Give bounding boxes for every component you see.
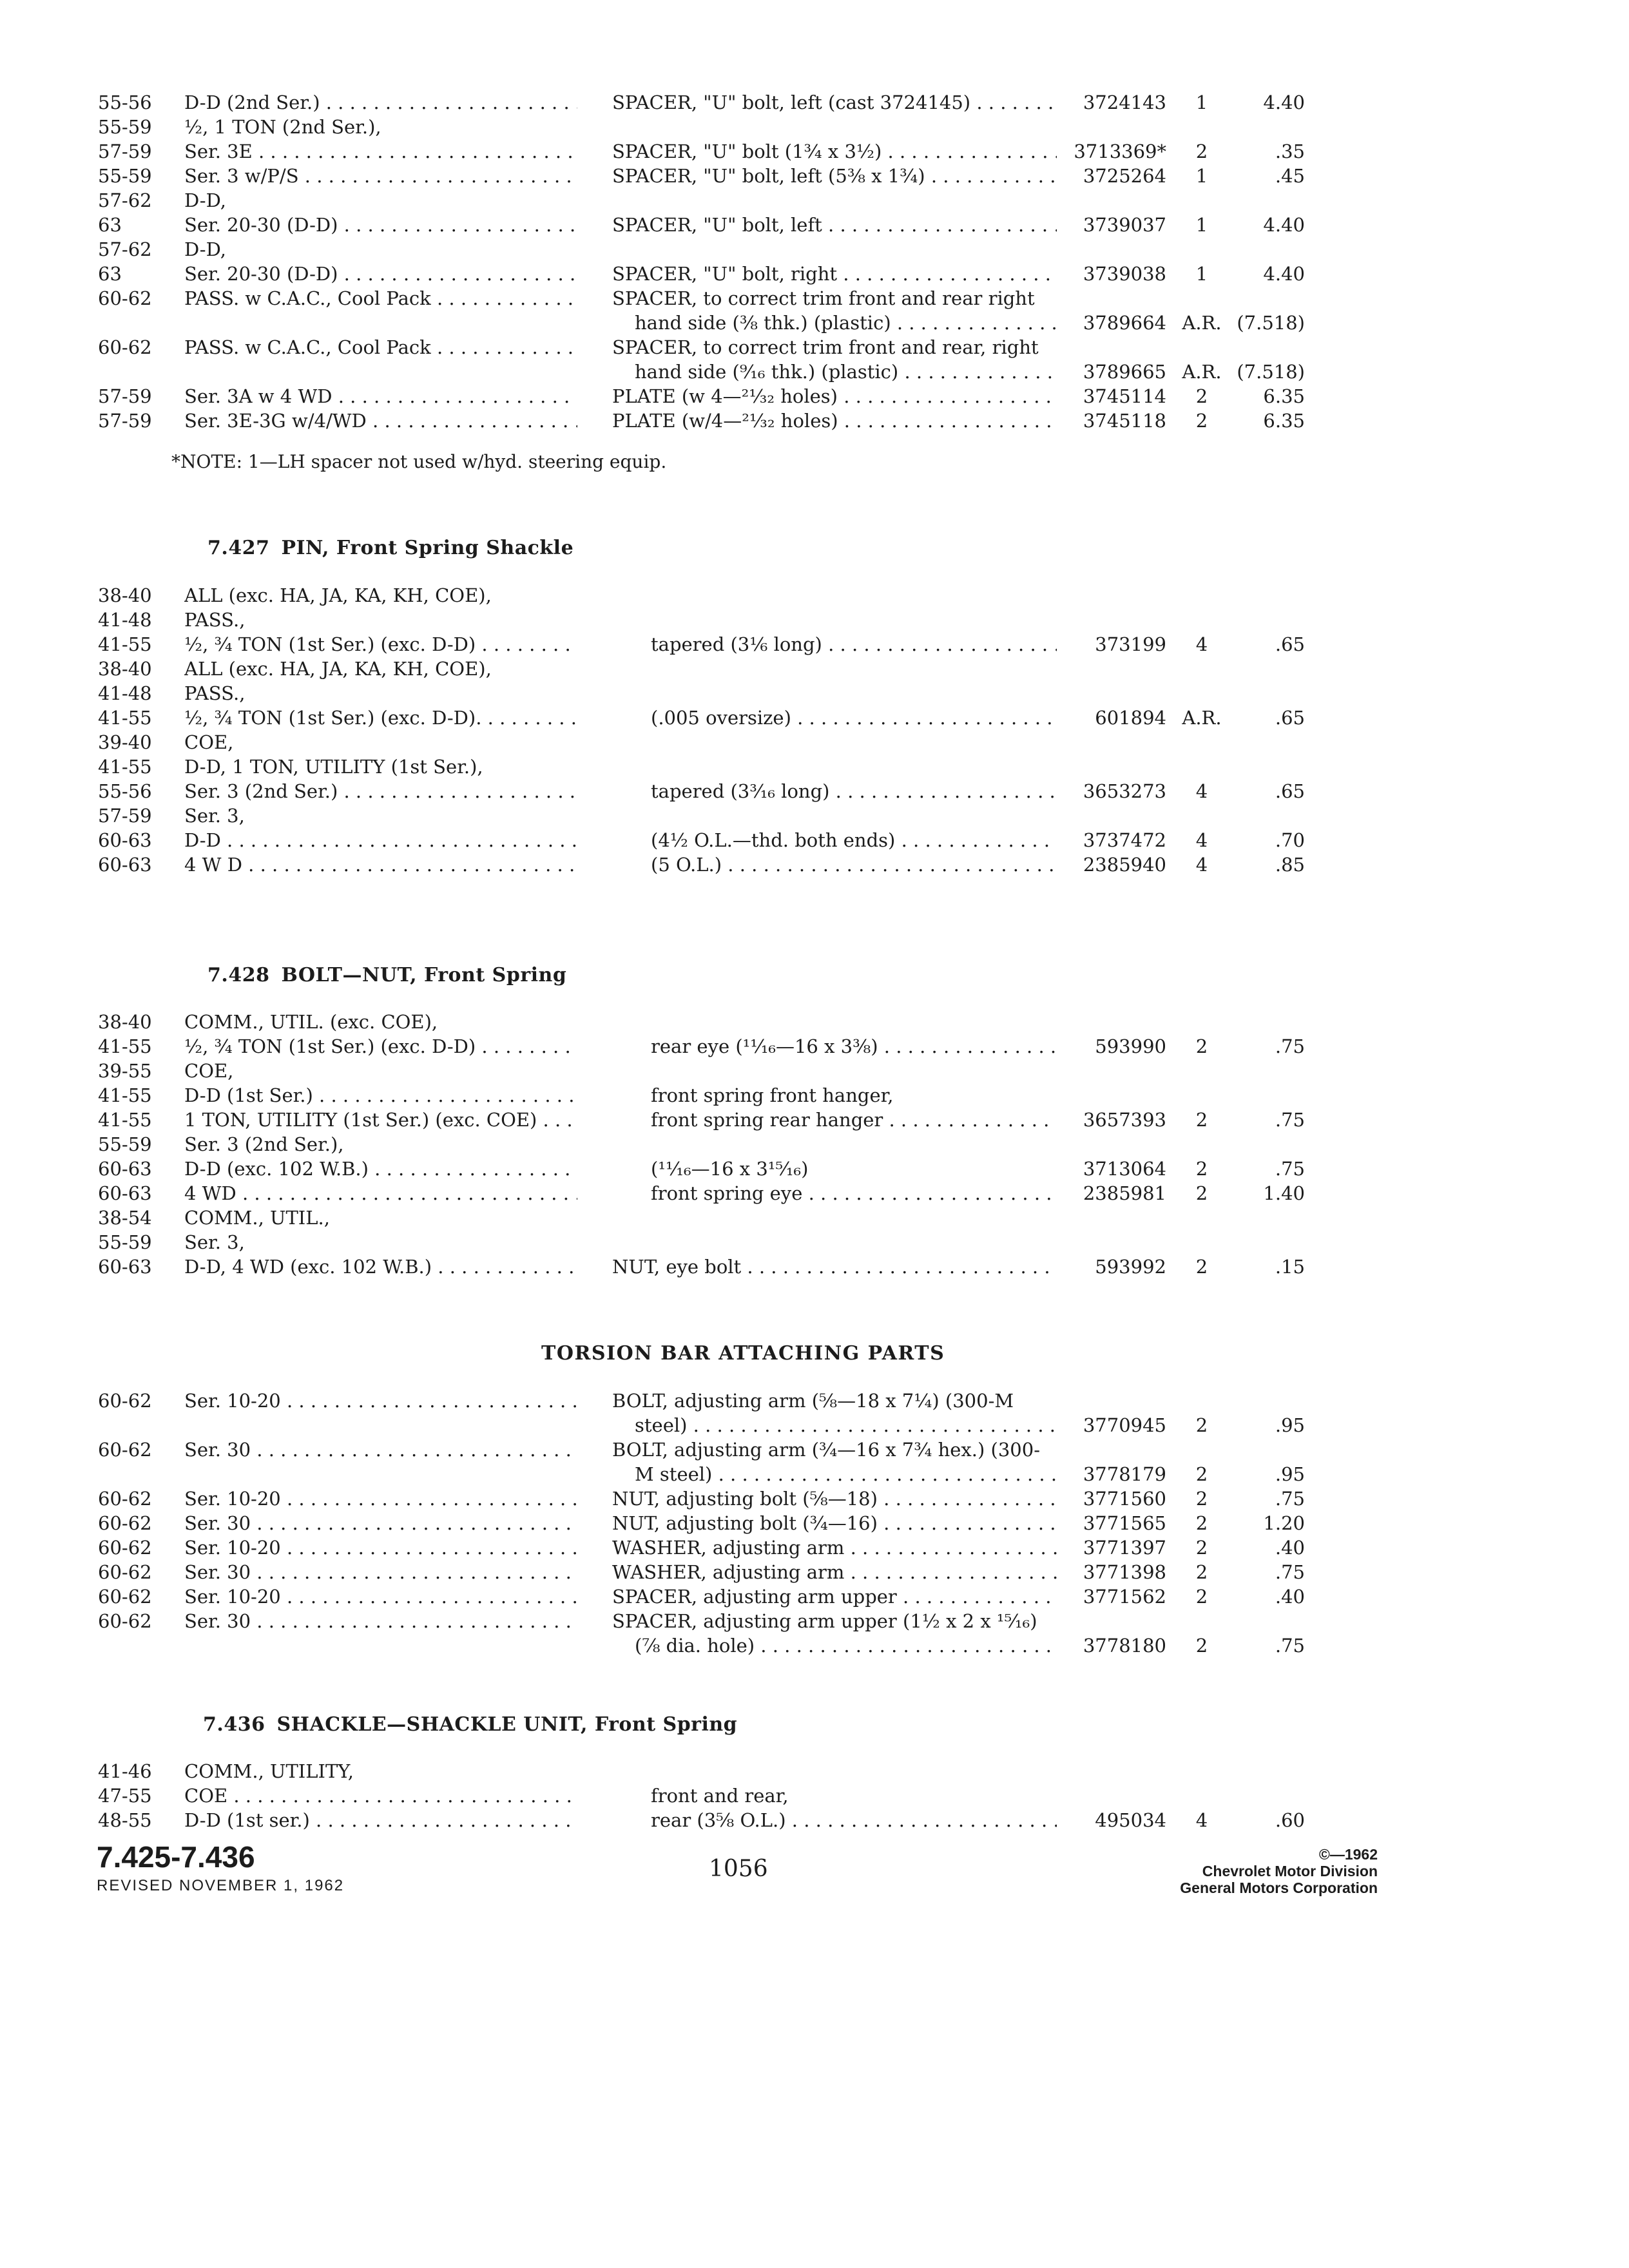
part-description: (5 O.L.) . . .	[651, 852, 1057, 877]
section-heading-torsion-bar	[541, 1342, 945, 1365]
section-number: 7.427	[207, 537, 270, 559]
quantity: 2	[1195, 1158, 1208, 1180]
model-applicability: 4 WD . . .	[184, 1181, 577, 1206]
table-row	[0, 360, 1629, 384]
year-range: 38-40	[98, 1011, 152, 1033]
model-applicability: PASS.,	[184, 682, 246, 704]
part-description: steel) . . .	[635, 1413, 1057, 1437]
table-row	[0, 286, 1629, 311]
list-price: 1.20	[1263, 1512, 1305, 1534]
list-price: (7.518)	[1237, 312, 1305, 334]
model-applicability: Ser. 10-20 . . .	[184, 1535, 577, 1560]
quantity: 2	[1195, 1488, 1208, 1510]
year-range: 55-56	[98, 91, 152, 113]
part-description: rear eye (¹¹⁄₁₆—16 x 3⅜) . . .	[651, 1034, 1057, 1059]
quantity: 4	[1195, 633, 1208, 655]
model-applicability: COMM., UTIL. (exc. COE),	[184, 1011, 438, 1033]
list-price: 1.40	[1263, 1182, 1305, 1204]
year-range: 60-63	[98, 829, 152, 851]
part-number: 3739038	[1083, 263, 1166, 285]
table-row	[0, 1413, 1629, 1437]
table-row	[0, 213, 1629, 237]
quantity: 4	[1195, 780, 1208, 802]
part-description: SPACER, "U" bolt, left (5⅜ x 1¾) . . .	[612, 164, 1057, 188]
table-row	[0, 1462, 1629, 1486]
part-description: front spring eye . . .	[651, 1181, 1057, 1206]
list-price: .35	[1275, 140, 1305, 162]
year-range: 41-48	[98, 682, 152, 704]
year-range: 60-62	[98, 1439, 152, 1461]
part-number: 3745118	[1083, 410, 1166, 432]
year-range: 41-55	[98, 1109, 152, 1131]
list-price: .65	[1275, 633, 1305, 655]
part-number: 593992	[1095, 1256, 1166, 1278]
model-applicability: Ser. 3 (2nd Ser.) . . .	[184, 779, 577, 803]
footnote: *NOTE: 1—LH spacer not used w/hyd. steering equip.	[171, 451, 667, 472]
quantity: 2	[1195, 1182, 1208, 1204]
table-row	[0, 1437, 1629, 1462]
year-range: 60-63	[98, 1158, 152, 1180]
list-price: 4.40	[1263, 263, 1305, 285]
model-applicability: PASS. w C.A.C., Cool Pack . . .	[184, 286, 577, 311]
year-range: 41-55	[98, 1035, 152, 1057]
corporation-name: General Motors Corporation	[1180, 1879, 1378, 1896]
table-row	[0, 583, 1629, 608]
part-number: 3778179	[1083, 1463, 1166, 1485]
model-applicability: D-D (exc. 102 W.B.) . . .	[184, 1157, 577, 1181]
quantity: A.R.	[1182, 361, 1222, 383]
table-row	[0, 1511, 1629, 1535]
list-price: 6.35	[1263, 385, 1305, 407]
part-number: 2385940	[1083, 854, 1166, 876]
part-number: 3789665	[1083, 361, 1166, 383]
table-row	[0, 1633, 1629, 1658]
year-range: 60-62	[98, 1537, 152, 1559]
quantity: 2	[1195, 1537, 1208, 1559]
section-number: 7.436	[203, 1713, 265, 1736]
table-row	[0, 681, 1629, 706]
part-description: front and rear,	[651, 1785, 789, 1807]
quantity: 1	[1195, 165, 1208, 187]
model-applicability: ALL (exc. HA, JA, KA, KH, COE),	[184, 584, 492, 606]
quantity: 1	[1195, 91, 1208, 113]
part-number: 3771562	[1083, 1586, 1166, 1608]
section-pin-front-spring-shackle	[0, 583, 1629, 877]
year-range: 60-62	[98, 287, 152, 309]
table-row	[0, 1010, 1629, 1034]
table-row	[0, 335, 1629, 360]
section-torsion-bar-attaching-parts	[0, 1389, 1629, 1658]
table-row	[0, 1584, 1629, 1609]
part-number: 3724143	[1083, 91, 1166, 113]
copyright: ©—1962	[1318, 1846, 1378, 1863]
table-row	[0, 1389, 1629, 1413]
table-row	[0, 164, 1629, 188]
model-applicability: D-D (2nd Ser.) . . .	[184, 90, 577, 115]
quantity: 4	[1195, 854, 1208, 876]
division-name: Chevrolet Motor Division	[1202, 1863, 1378, 1879]
year-range: 60-62	[98, 1390, 152, 1412]
table-row	[0, 1783, 1629, 1808]
section-title: PIN, Front Spring Shackle	[281, 537, 574, 559]
quantity: 2	[1195, 1256, 1208, 1278]
year-range: 55-59	[98, 1133, 152, 1155]
list-price: .40	[1275, 1537, 1305, 1559]
model-applicability: Ser. 30 . . .	[184, 1609, 577, 1633]
quantity: 4	[1195, 829, 1208, 851]
table-row	[0, 754, 1629, 779]
part-description: NUT, adjusting bolt (⅝—18) . . .	[612, 1486, 1057, 1511]
part-description: hand side (⁹⁄₁₆ thk.) (plastic) . . .	[635, 360, 1057, 384]
list-price: 6.35	[1263, 410, 1305, 432]
part-description: BOLT, adjusting arm (¾—16 x 7¾ hex.) (300-	[612, 1439, 1040, 1461]
model-applicability: D-D, 1 TON, UTILITY (1st Ser.),	[184, 756, 483, 778]
part-description: SPACER, "U" bolt, left . . .	[612, 213, 1057, 237]
model-applicability: COE . . .	[184, 1783, 577, 1808]
table-row	[0, 115, 1629, 139]
year-range: 55-56	[98, 780, 152, 802]
model-applicability: ½, ¾ TON (1st Ser.) (exc. D-D) . . .	[184, 1034, 577, 1059]
year-range: 38-54	[98, 1207, 152, 1229]
year-range: 39-40	[98, 731, 152, 753]
model-applicability: COMM., UTILITY,	[184, 1760, 354, 1782]
year-range: 60-62	[98, 1488, 152, 1510]
section-title: BOLT—NUT, Front Spring	[281, 964, 567, 986]
part-number: 3745114	[1083, 385, 1166, 407]
table-row	[0, 311, 1629, 335]
part-number: 3771565	[1083, 1512, 1166, 1534]
part-number: 3770945	[1083, 1414, 1166, 1436]
table-row	[0, 608, 1629, 632]
quantity: 2	[1195, 1109, 1208, 1131]
section-heading-7-427	[207, 537, 574, 559]
list-price: .40	[1275, 1586, 1305, 1608]
year-range: 63	[98, 263, 122, 285]
part-number: 3771398	[1083, 1561, 1166, 1583]
year-range: 41-55	[98, 633, 152, 655]
section-title: SHACKLE—SHACKLE UNIT, Front Spring	[276, 1713, 738, 1736]
quantity: 2	[1195, 1463, 1208, 1485]
part-description: tapered (3³⁄₁₆ long) . . .	[651, 779, 1057, 803]
part-number: 2385981	[1083, 1182, 1166, 1204]
table-row	[0, 852, 1629, 877]
model-applicability: Ser. 10-20 . . .	[184, 1486, 577, 1511]
year-range: 41-55	[98, 707, 152, 729]
table-row	[0, 408, 1629, 433]
table-row	[0, 1609, 1629, 1633]
footer-left	[97, 1840, 344, 1895]
list-price: .45	[1275, 165, 1305, 187]
part-description: NUT, eye bolt . . .	[612, 1254, 1057, 1279]
model-applicability: Ser. 20-30 (D-D) . . .	[184, 262, 577, 286]
table-row	[0, 1254, 1629, 1279]
model-applicability: COE,	[184, 731, 234, 753]
year-range: 63	[98, 214, 122, 236]
list-price: .65	[1275, 707, 1305, 729]
part-description: WASHER, adjusting arm . . .	[612, 1560, 1057, 1584]
model-applicability: Ser. 3E . . .	[184, 139, 577, 164]
part-number: 495034	[1095, 1809, 1166, 1831]
year-range: 60-63	[98, 1256, 152, 1278]
table-row	[0, 1486, 1629, 1511]
part-description: M steel) . . .	[635, 1462, 1057, 1486]
model-applicability: Ser. 3,	[184, 1231, 245, 1253]
model-applicability: Ser. 30 . . .	[184, 1437, 577, 1462]
table-row	[0, 632, 1629, 657]
model-applicability: Ser. 30 . . .	[184, 1560, 577, 1584]
part-description: NUT, adjusting bolt (¾—16) . . .	[612, 1511, 1057, 1535]
quantity: 4	[1195, 1809, 1208, 1831]
year-range: 41-46	[98, 1760, 152, 1782]
year-range: 48-55	[98, 1809, 152, 1831]
page-code: 7.425-7.436	[97, 1840, 255, 1874]
quantity: 2	[1195, 1635, 1208, 1657]
table-row	[0, 779, 1629, 803]
model-applicability: D-D,	[184, 189, 227, 211]
part-description: rear (3⅝ O.L.) . . .	[651, 1808, 1057, 1832]
table-row	[0, 828, 1629, 852]
table-row	[0, 1083, 1629, 1108]
table-row	[0, 1230, 1629, 1254]
model-applicability: D-D (1st ser.) . . .	[184, 1808, 577, 1832]
list-price: .95	[1275, 1414, 1305, 1436]
model-applicability: COE,	[184, 1060, 234, 1082]
year-range: 47-55	[98, 1785, 152, 1807]
table-row	[0, 803, 1629, 828]
part-number: 3789664	[1083, 312, 1166, 334]
part-number: 3739037	[1083, 214, 1166, 236]
part-number: 3725264	[1083, 165, 1166, 187]
model-applicability: Ser. 3,	[184, 805, 245, 827]
table-row	[0, 1059, 1629, 1083]
part-description: SPACER, adjusting arm upper (1½ x 2 x ¹⁵⁄₁₆)	[612, 1610, 1037, 1632]
quantity: 2	[1195, 410, 1208, 432]
model-applicability: Ser. 20-30 (D-D) . . .	[184, 213, 577, 237]
table-row	[0, 657, 1629, 681]
list-price: .75	[1275, 1035, 1305, 1057]
part-description: SPACER, "U" bolt, right . . .	[612, 262, 1057, 286]
part-description: (.005 oversize) . . .	[651, 706, 1057, 730]
part-description: BOLT, adjusting arm (⅝—18 x 7¼) (300-M	[612, 1390, 1014, 1412]
model-applicability: D-D, 4 WD (exc. 102 W.B.) . . .	[184, 1254, 577, 1279]
table-row	[0, 262, 1629, 286]
list-price: .75	[1275, 1635, 1305, 1657]
year-range: 39-55	[98, 1060, 152, 1082]
part-description: SPACER, "U" bolt (1¾ x 3½) . . .	[612, 139, 1057, 164]
model-applicability: 1 TON, UTILITY (1st Ser.) (exc. COE) . . .	[184, 1108, 577, 1132]
part-description: SPACER, "U" bolt, left (cast 3724145) . . .	[612, 90, 1057, 115]
year-range: 60-62	[98, 1512, 152, 1534]
table-row	[0, 1108, 1629, 1132]
model-applicability: PASS. w C.A.C., Cool Pack . . .	[184, 335, 577, 360]
quantity: 2	[1195, 1561, 1208, 1583]
list-price: .75	[1275, 1561, 1305, 1583]
part-description: PLATE (w/4—²¹⁄₃₂ holes) . . .	[612, 408, 1057, 433]
model-applicability: Ser. 10-20 . . .	[184, 1584, 577, 1609]
year-range: 60-62	[98, 1586, 152, 1608]
part-description: SPACER, to correct trim front and rear, right	[612, 336, 1039, 358]
table-row	[0, 706, 1629, 730]
year-range: 60-62	[98, 1610, 152, 1632]
model-applicability: Ser. 30 . . .	[184, 1511, 577, 1535]
part-description: PLATE (w 4—²¹⁄₃₂ holes) . . .	[612, 384, 1057, 408]
model-applicability: COMM., UTIL.,	[184, 1207, 330, 1229]
quantity: 2	[1195, 1512, 1208, 1534]
list-price: .95	[1275, 1463, 1305, 1485]
table-row	[0, 1206, 1629, 1230]
list-price: 4.40	[1263, 91, 1305, 113]
part-number: 3657393	[1083, 1109, 1166, 1131]
year-range: 60-63	[98, 854, 152, 876]
year-range: 41-48	[98, 609, 152, 631]
year-range: 57-62	[98, 238, 152, 260]
quantity: A.R.	[1182, 707, 1222, 729]
part-number: 3653273	[1083, 780, 1166, 802]
year-range: 41-55	[98, 756, 152, 778]
list-price: 4.40	[1263, 214, 1305, 236]
quantity: 1	[1195, 263, 1208, 285]
model-applicability: PASS.,	[184, 609, 246, 631]
year-range: 60-62	[98, 1561, 152, 1583]
model-applicability: ALL (exc. HA, JA, KA, KH, COE),	[184, 658, 492, 680]
model-applicability: 4 W D . . .	[184, 852, 577, 877]
quantity: 2	[1195, 140, 1208, 162]
section-heading-7-428	[207, 964, 566, 986]
section-bolt-nut-front-spring	[0, 1010, 1629, 1279]
list-price: .70	[1275, 829, 1305, 851]
part-number: 3713369*	[1074, 140, 1166, 162]
footer-publisher	[1180, 1846, 1378, 1896]
part-description: (¹¹⁄₁₆—16 x 3¹⁵⁄₁₆)	[651, 1158, 809, 1180]
list-price: .85	[1275, 854, 1305, 876]
quantity: A.R.	[1182, 312, 1222, 334]
revision-date: REVISED NOVEMBER 1, 1962	[97, 1877, 345, 1894]
table-row	[0, 1560, 1629, 1584]
model-applicability: ½, 1 TON (2nd Ser.),	[184, 116, 381, 138]
table-row	[0, 1157, 1629, 1181]
quantity: 2	[1195, 1414, 1208, 1436]
year-range: 38-40	[98, 658, 152, 680]
model-applicability: Ser. 10-20 . . .	[184, 1389, 577, 1413]
table-row	[0, 730, 1629, 754]
table-row	[0, 188, 1629, 213]
quantity: 1	[1195, 214, 1208, 236]
model-applicability: Ser. 3E-3G w/4/WD . . .	[184, 408, 577, 433]
model-applicability: D-D . . .	[184, 828, 577, 852]
model-applicability: D-D,	[184, 238, 227, 260]
section-title: TORSION BAR ATTACHING PARTS	[541, 1342, 945, 1365]
part-description: SPACER, to correct trim front and rear right	[612, 287, 1035, 309]
year-range: 38-40	[98, 584, 152, 606]
part-number: 3771560	[1083, 1488, 1166, 1510]
part-number: 3771397	[1083, 1537, 1166, 1559]
model-applicability: Ser. 3 (2nd Ser.),	[184, 1133, 344, 1155]
section-number: 7.428	[207, 964, 270, 986]
quantity: 2	[1195, 1586, 1208, 1608]
table-row	[0, 139, 1629, 164]
list-price: .60	[1275, 1809, 1305, 1831]
list-price: .75	[1275, 1109, 1305, 1131]
year-range: 57-59	[98, 410, 152, 432]
part-number: 601894	[1095, 707, 1166, 729]
part-number: 3778180	[1083, 1635, 1166, 1657]
page-number: 1056	[709, 1856, 768, 1882]
part-description: hand side (⅜ thk.) (plastic) . . .	[635, 311, 1057, 335]
list-price: .75	[1275, 1488, 1305, 1510]
list-price: .65	[1275, 780, 1305, 802]
part-description: front spring rear hanger . . .	[651, 1108, 1057, 1132]
section-heading-7-436	[203, 1713, 737, 1736]
year-range: 57-59	[98, 140, 152, 162]
table-row	[0, 1808, 1629, 1832]
list-price: .15	[1275, 1256, 1305, 1278]
part-description: (⅞ dia. hole) . . .	[635, 1633, 1057, 1658]
part-description: (4½ O.L.—thd. both ends) . . .	[651, 828, 1057, 852]
table-row	[0, 1034, 1629, 1059]
part-description: front spring front hanger,	[651, 1084, 894, 1106]
part-description: tapered (3⅙ long) . . .	[651, 632, 1057, 657]
year-range: 55-59	[98, 1231, 152, 1253]
table-row	[0, 1759, 1629, 1783]
part-number: 373199	[1095, 633, 1166, 655]
table-row	[0, 1535, 1629, 1560]
table-row	[0, 1181, 1629, 1206]
list-price: (7.518)	[1237, 361, 1305, 383]
year-range: 55-59	[98, 165, 152, 187]
model-applicability: ½, ¾ TON (1st Ser.) (exc. D-D). . . .	[184, 706, 577, 730]
quantity: 2	[1195, 385, 1208, 407]
model-applicability: ½, ¾ TON (1st Ser.) (exc. D-D) . . .	[184, 632, 577, 657]
part-description: SPACER, adjusting arm upper . . .	[612, 1584, 1057, 1609]
table-row	[0, 384, 1629, 408]
table-row	[0, 237, 1629, 262]
table-row	[0, 90, 1629, 115]
year-range: 57-62	[98, 189, 152, 211]
table-row	[0, 1132, 1629, 1157]
list-price: .75	[1275, 1158, 1305, 1180]
part-number: 593990	[1095, 1035, 1166, 1057]
model-applicability: D-D (1st Ser.) . . .	[184, 1083, 577, 1108]
model-applicability: Ser. 3 w/P/S . . .	[184, 164, 577, 188]
model-applicability: Ser. 3A w 4 WD . . .	[184, 384, 577, 408]
year-range: 60-63	[98, 1182, 152, 1204]
year-range: 55-59	[98, 116, 152, 138]
year-range: 60-62	[98, 336, 152, 358]
year-range: 57-59	[98, 385, 152, 407]
part-number: 3713064	[1083, 1158, 1166, 1180]
part-number: 3737472	[1083, 829, 1166, 851]
year-range: 41-55	[98, 1084, 152, 1106]
year-range: 57-59	[98, 805, 152, 827]
part-description: WASHER, adjusting arm . . .	[612, 1535, 1057, 1560]
section-shackle-unit-front-spring	[0, 1759, 1629, 1832]
quantity: 2	[1195, 1035, 1208, 1057]
section-spacer-plate	[0, 90, 1629, 433]
